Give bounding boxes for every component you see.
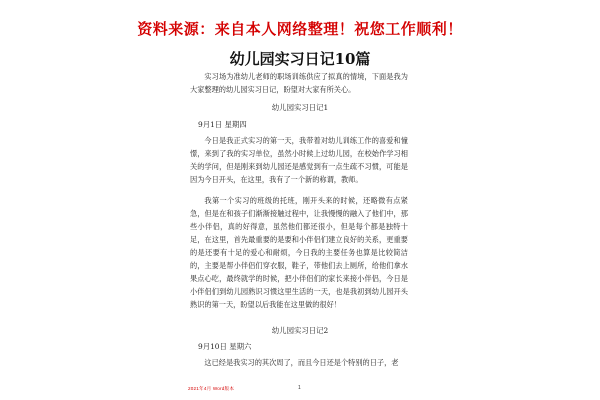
source-note: 资料来源：来自本人网络整理！祝您工作顺利！ bbox=[137, 20, 463, 38]
entry-date: 9月1日 星期四 bbox=[198, 120, 247, 129]
entry-paragraph: 这已经是我实习的其次周了，而且今日还是个特别的日子，老 bbox=[204, 358, 399, 367]
entry-heading: 幼儿园实习日记2 bbox=[271, 326, 329, 335]
footer-version-label: 2021年4月 Word版本 bbox=[188, 386, 235, 391]
entry-paragraph: 今日是我正式实习的第一天，我带着对幼儿训练工作的喜爱和憧憬，来到了我的实习单位，虽然小时候上过幼儿园，在校始作学习相关的学问，但是刚来到幼儿园还是感觉到有一点生疏不习惯，可能是因为今日开头，在这里，我有了一个新的称谓，教师。 bbox=[190, 136, 408, 184]
entry-heading: 幼儿园实习日记1 bbox=[271, 103, 329, 112]
document-title: 幼儿园实习日记10篇 bbox=[229, 50, 371, 68]
entry-date: 9月10日 星期六 bbox=[198, 342, 252, 351]
page-number: 1 bbox=[298, 385, 301, 391]
intro-paragraph: 实习场为准幼儿老师的职场训练供应了拟真的情境，下面是我为大家整理的幼儿园实习日记，盼望对大家有所关心。 bbox=[190, 72, 408, 94]
entry-paragraph: 我第一个实习的班级的托班，刚开头来的时候，还略微有点紧急，但是在和孩子们渐渐接触过程中，让我慢慢的融入了他们中，那些小伴侣，真的好得意，虽然他们都还很小，但是每个都是独特十足，在这里，首先最重要的是要和小伴侣们建立良好的关系，更重要的是还要有十足的爱心和耐烦，今日我的主要任务也算是比较简洁的，主要是帮小伴侣们穿衣服，鞋子，带他们去上厕所，给他们拿水果点心吃，最终就学的时候，把小伴侣们的家长来接小伴侣，今日是小伴侣们到幼儿园熟识习惯这里生活的一天，也是我初到幼儿园开头熟识的第一天，盼望以后我能在这里做的很好！ bbox=[190, 196, 408, 309]
